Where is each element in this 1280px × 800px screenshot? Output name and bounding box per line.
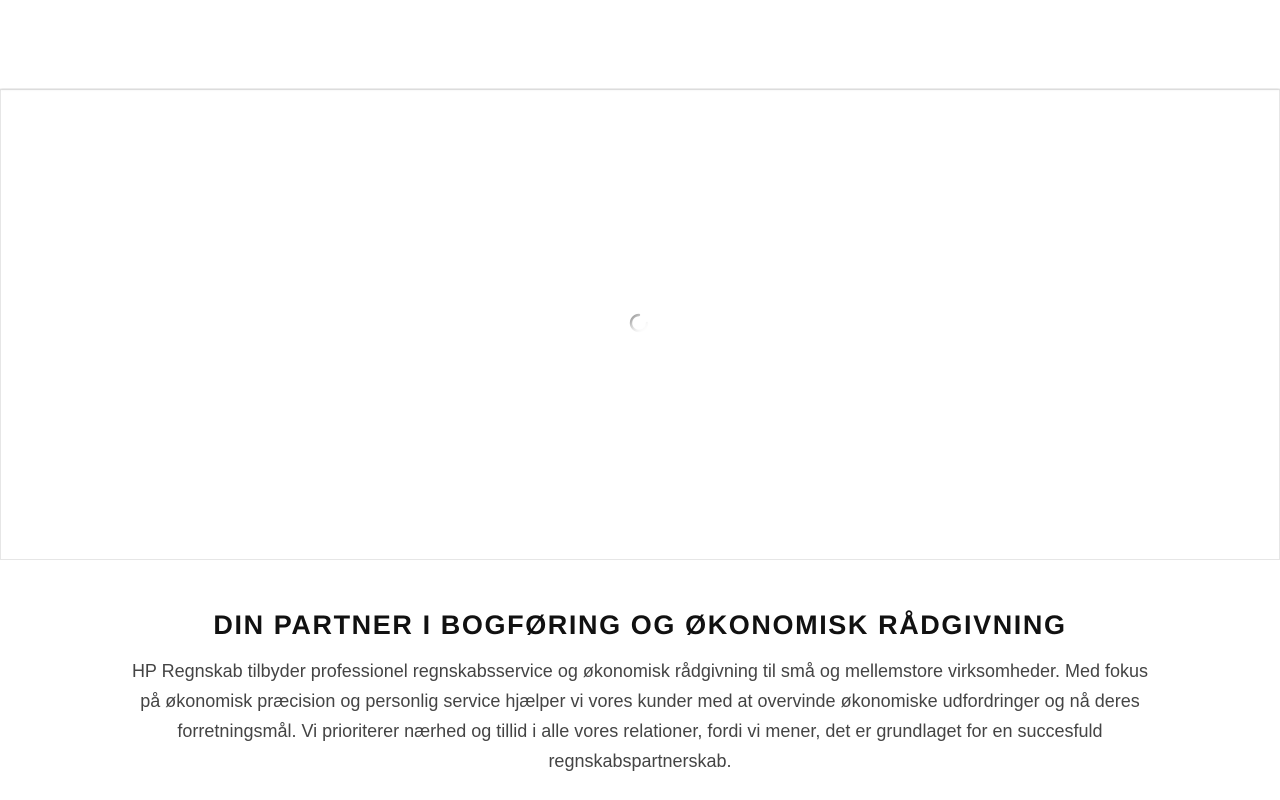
site-header (0, 0, 1280, 88)
loading-spinner-icon (629, 313, 649, 333)
hero-slider (0, 89, 1280, 560)
intro-title: DIN PARTNER I BOGFØRING OG ØKONOMISK RÅDGIVNING (213, 610, 1067, 640)
intro-section (0, 560, 1280, 776)
intro-text: HP Regnskab tilbyder professionel regnskabsservice og økonomisk rådgivning til små og mellemstore virksomheder. Med fokus på økonomisk præcision og personlig service hjælper vi vores kunder med at overvinde økonomiske udfordringer og nå deres forretningsmål. Vi prioriterer nærhed og tillid i alle vores relationer, fordi vi mener, det er grundlaget for en succesfuld regnskabspartnerskab. (131, 661, 1149, 771)
